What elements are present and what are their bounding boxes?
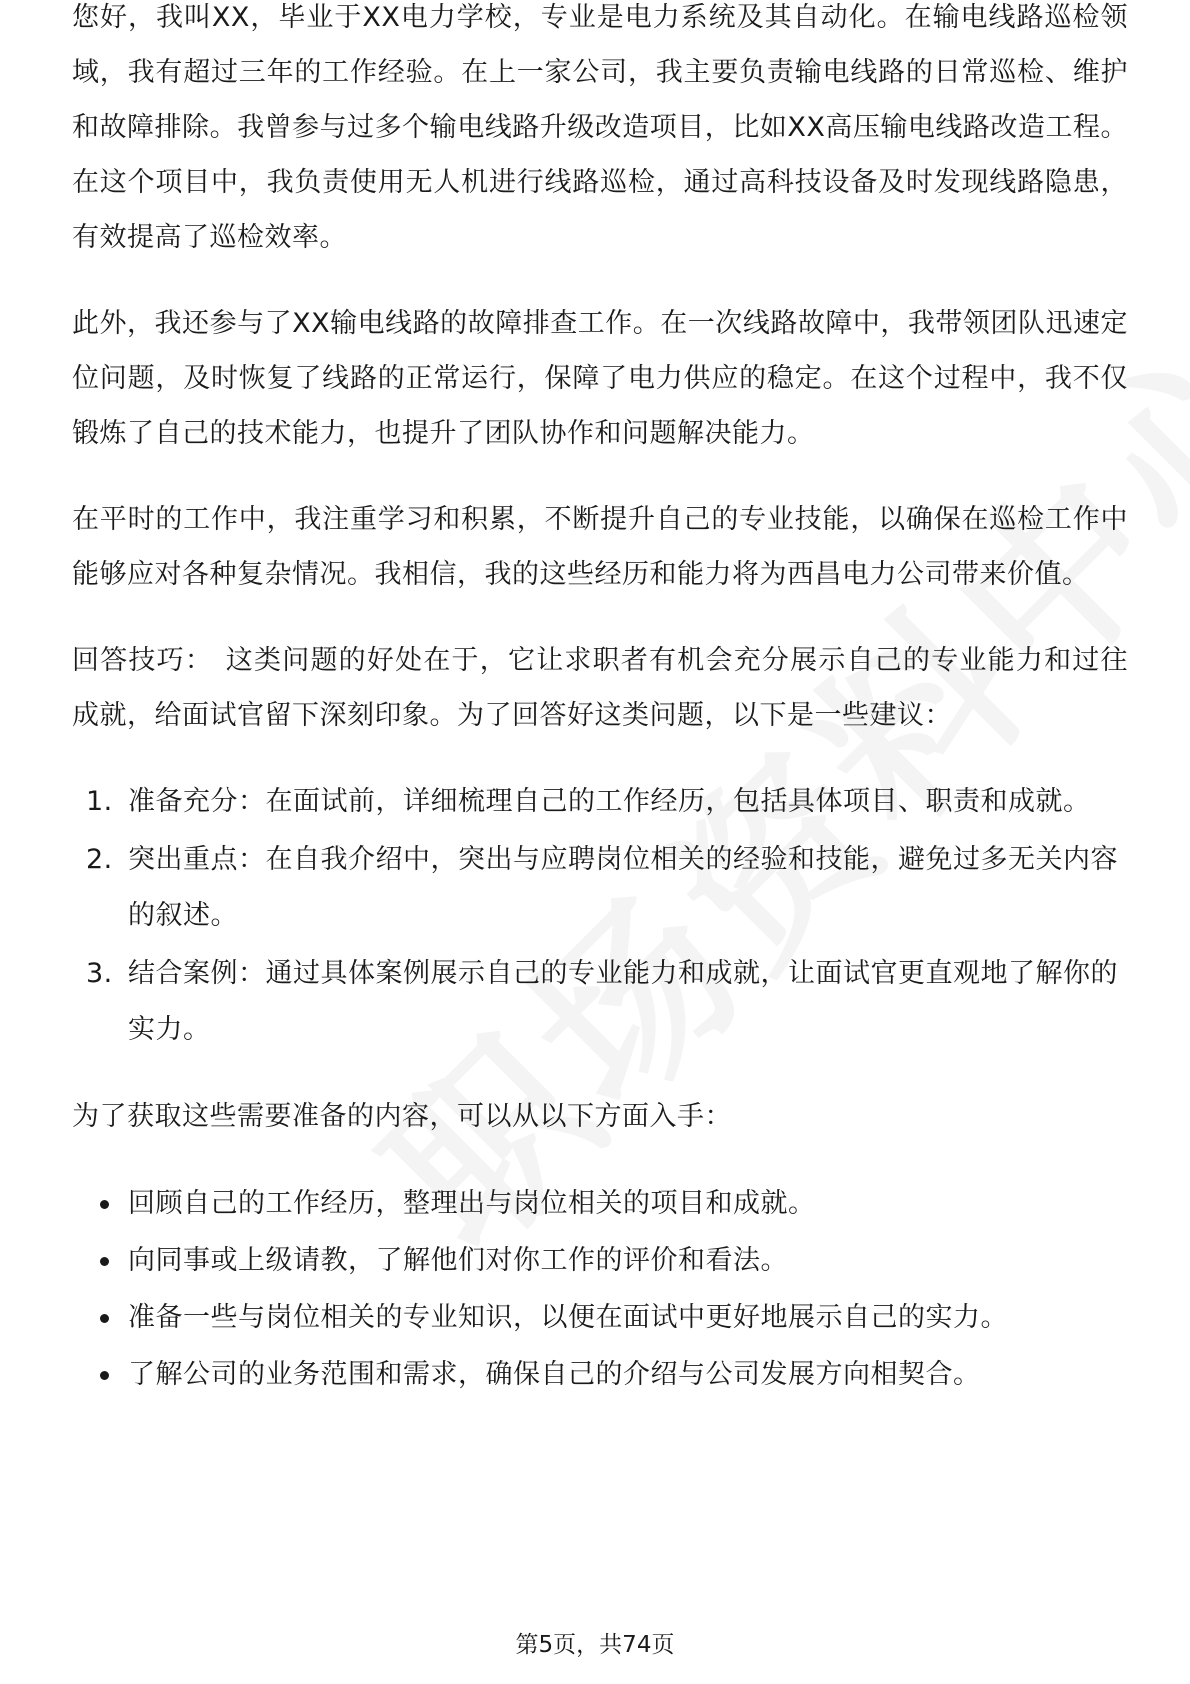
page-number-footer: 第5页，共74页: [515, 1632, 675, 1658]
numbered-suggestions-list: [72, 774, 1128, 1058]
bullet-icon: [100, 1314, 109, 1323]
tips-label: 回答技巧：: [72, 645, 214, 676]
list-item: [72, 832, 1128, 944]
list-item-text: 向同事或上级请教，了解他们对你工作的评价和看法。: [128, 1245, 788, 1276]
tips-text: 这类问题的好处在于，它让求职者有机会充分展示自己的专业能力和过往成就，给面试官留下深刻印象。为了回答好这类问题，以下是一些建议：: [72, 645, 1129, 731]
paragraph-prep-intro: 为了获取这些需要准备的内容，可以从以下方面入手：: [72, 1101, 732, 1132]
paragraph-tips: [72, 633, 1128, 743]
list-item: [72, 1289, 1128, 1346]
list-item-text: 回顾自己的工作经历，整理出与岗位相关的项目和成就。: [128, 1188, 816, 1219]
list-item: [72, 1175, 1128, 1232]
document-body: [72, 2, 1129, 1403]
list-item-text: 准备一些与岗位相关的专业知识，以便在面试中更好地展示自己的实力。: [128, 1302, 1008, 1333]
list-item: [72, 774, 1128, 830]
list-item-text: 结合案例：通过具体案例展示自己的专业能力和成就，让面试官更直观地了解你的实力。: [128, 958, 1118, 1045]
list-item: [72, 1346, 1128, 1403]
paragraph-learning: 在平时的工作中，我注重学习和积累，不断提升自己的专业技能，以确保在巡检工作中能够应对各种复杂情况。我相信，我的这些经历和能力将为西昌电力公司带来价值。: [72, 504, 1128, 590]
list-number: 1.: [86, 786, 113, 817]
list-number: 3.: [86, 958, 113, 989]
list-item-text: 突出重点：在自我介绍中，突出与应聘岗位相关的经验和技能，避免过多无关内容的叙述。: [128, 844, 1118, 931]
list-number: 2.: [86, 844, 113, 875]
paragraph-troubleshooting: 此外，我还参与了XX输电线路的故障排查工作。在一次线路故障中，我带领团队迅速定位问题，及时恢复了线路的正常运行，保障了电力供应的稳定。在这个过程中，我不仅锻炼了自己的技术能力，也提升了团队协作和问题解决能力。: [72, 308, 1128, 449]
list-item-text: 了解公司的业务范围和需求，确保自己的介绍与公司发展方向相契合。: [128, 1359, 981, 1390]
bullet-icon: [100, 1371, 109, 1380]
bullet-icon: [100, 1257, 109, 1266]
list-item-text: 准备充分：在面试前，详细梳理自己的工作经历，包括具体项目、职责和成就。: [128, 786, 1091, 817]
bullet-icon: [100, 1200, 109, 1209]
list-item: [72, 946, 1128, 1058]
bullet-preparation-list: [72, 1175, 1128, 1403]
paragraph-intro: 您好，我叫XX，毕业于XX电力学校，专业是电力系统及其自动化。在输电线路巡检领域，我有超过三年的工作经验。在上一家公司，我主要负责输电线路的日常巡检、维护和故障排除。我曾参与过多个输电线路升级改造项目，比如XX高压输电线路改造工程。在这个项目中，我负责使用无人机进行线路巡检，通过高科技设备及时发现线路隐患，有效提高了巡检效率。: [72, 2, 1128, 253]
list-item: [72, 1232, 1128, 1289]
